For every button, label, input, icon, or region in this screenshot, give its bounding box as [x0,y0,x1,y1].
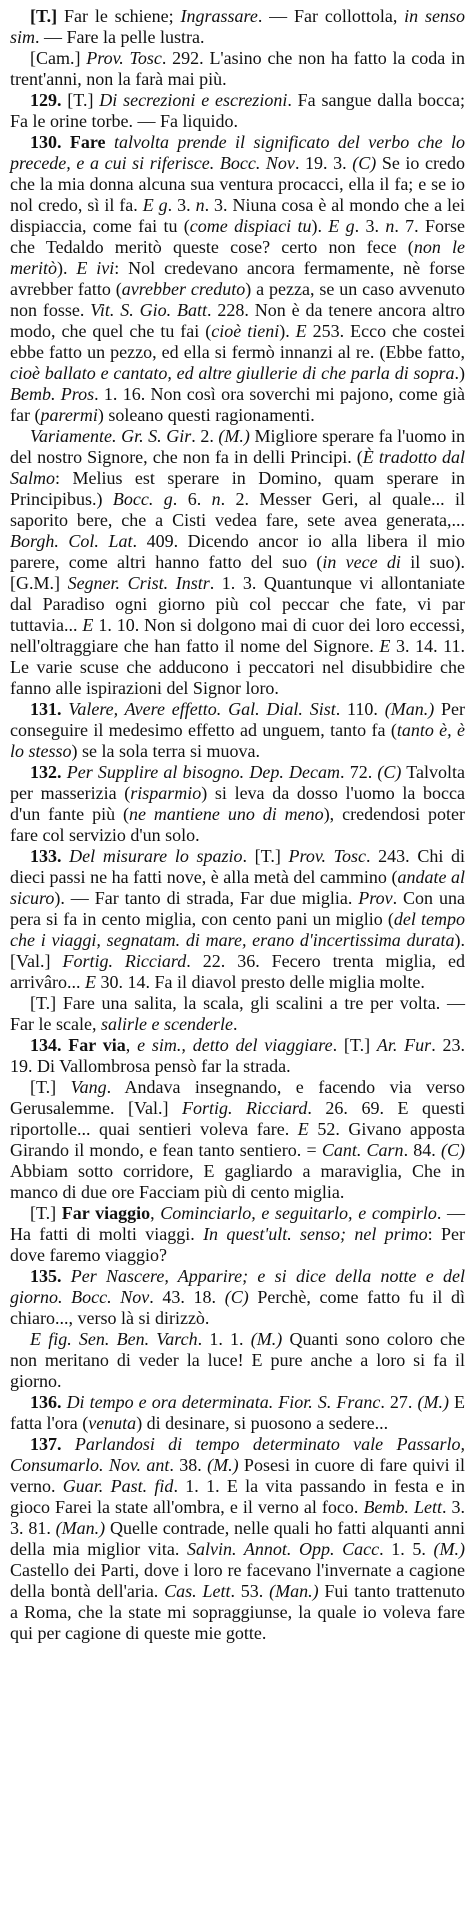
entry-paragraph: Variamente. Gr. S. Gir. 2. (M.) Migliore sperare fa l'uomo in del nostro Signore, che non fa in delli Principi. (È tradotto dal Salmo: Melius est sperare in Domino, quam sperare in Principibus.) Bocc. g. 6. n. 2. Messer Geri, al quale... il saporito bere, che a Cisti vedea fare, sete avea generata,... Borgh. Col. Lat. 409. Dicendo ancor io alla libera il mio parere, come altri hanno fatto del suo (in vece di il suo). [G.M.] Segner. Crist. Instr. 1. 3. Quantunque vi allontaniate dal Paradiso ogni giorno più col peccar che fate, vi par tuttavia... E 1. 10. Non si dolgono mai di cuor dei loro eccessi, nell'oltraggiare che han fatto il nome del Signore. E 3. 14. 11. Le varie scuse che adducono i peccatori nel disubbidire che fanno alle ispirazioni del Signor loro. [10,426,466,698]
entry-paragraph: [T.] Fare una salita, la scala, gli scalini a tre per volta. — Far le scale, salirle e scenderle. [10,993,465,1034]
entry-136: 136. Di tempo e ora determinata. Fior. S. Franc. 27. (M.) E fatta l'ora (venuta) di desinare, si puosono a sedere... [10,1392,466,1433]
entry-135: 135. Per Nascere, Apparire; e si dice della notte e del giorno. Bocc. Nov. 43. 18. (C) Perchè, come fatto fu il dì chiaro..., verso là si dirizzò. [10,1266,465,1328]
entry-paragraph: [T.] Far viaggio, Cominciarlo, e seguitarlo, e compirlo. — Ha fatti di molti viaggi. In quest'ult. senso; nel primo: Per dove faremo viaggio? [10,1203,465,1265]
entry-129: 129. [T.] Di secrezioni e escrezioni. Fa sangue dalla bocca; Fa le orine torbe. — Fa liquido. [10,90,465,131]
entry-paragraph: [T.] Far le schiene; Ingrassare. — Far collottola, in senso sim. — Fare la pelle lustra. [10,6,465,47]
entry-133: 133. Del misurare lo spazio. [T.] Prov. Tosc. 243. Chi di dieci passi ne ha fatti nove, è alla metà del cammino (andate al sicuro). — Far tanto di strada, Far due miglia. Prov. Con una pera si fa in cento miglia, con cento pani un miglio (del tempo che i viaggi, segnatam. di mare, erano d'incertissima durata). [Val.] Fortig. Ricciard. 22. 36. Fecero trenta miglia, ed arrivâro... E 30. 14. Fa il diavol presto delle miglia molte. [10,846,466,992]
entry-paragraph: [Cam.] Prov. Tosc. 292. L'asino che non ha fatto la coda in trent'anni, non la farà mai più. [10,48,466,89]
entry-137: 137. Parlandosi di tempo determinato vale Passarlo, Consumarlo. Nov. ant. 38. (M.) Posesi in cuore di fare quivi il verno. Guar. Past. fid. 1. 1. E la vita passando in festa e in gioco Farei la state all'ombra, e il verno al foco. Bemb. Lett. 3. 3. 81. (Man.) Quelle contrade, nelle quali ho fatti alquanti anni della mia miglior vita. Salvin. Annot. Opp. Cacc. 1. 5. (M.) Castello dei Parti, dove i loro re facevano l'invernate a cagione della bontà dell'aria. Cas. Lett. 53. (Man.) Fui tanto trattenuto a Roma, che la state mi sopraggiunse, la quale io voleva fare qui per cagione di queste mie gotte. [10,1434,466,1643]
entry-paragraph: E fig. Sen. Ben. Varch. 1. 1. (M.) Quanti sono coloro che non meritano di veder la luce! E pure anche a loro si fa il giorno. [10,1329,466,1391]
entry-134: 134. Far via, e sim., detto del viaggiare. [T.] Ar. Fur. 23. 19. Di Vallombrosa pensò far la strada. [10,1035,465,1076]
entry-131: 131. Valere, Avere effetto. Gal. Dial. Sist. 110. (Man.) Per conseguire il medesimo effetto ad unguem, tanto fa (tanto è, è lo stesso) se la sola terra si muova. [10,699,466,761]
entry-130: 130. Fare talvolta prende il significato del verbo che lo precede, e a cui si riferisce. Bocc. Nov. 19. 3. (C) Se io credo che la mia donna alcuna sua ventura procacci, ella il fa; e se io nol credo, sì il fa. E g. 3. n. 3. Niuna cosa è al mondo che a lei dispiaccia, come fai tu (come dispiaci tu). E g. 3. n. 7. Forse che Tedaldo meritò queste cose? certo non fece (non le meritò). E ivi: Nol credevano ancora fermamente, nè forse avrebber fatto (avrebber creduto) a pezza, se un caso avvenuto non fosse. Vit. S. Gio. Batt. 228. Non è da tenere ancora altro modo, che quel che tu fai (cioè tieni). E 253. Ecco che costei ebbe fatto un pezzo, ed ella si fermò innanzi al re. (Ebbe fatto, cioè ballato e cantato, ed altre giullerie di che parla di sopra.) Bemb. Pros. 1. 16. Non così ora soverchi mi pajono, come già far (parermi) soleano questi ragionamenti. [10,132,466,425]
entry-paragraph: [T.] Vang. Andava insegnando, e facendo via verso Gerusalemme. [Val.] Fortig. Ricciard. 26. 69. E questi riportolle... quai sentieri voleva fare. E 52. Givano apposta Girando il mondo, e fean tanto sentiero. = Cant. Carn. 84. (C) Abbiam sotto corridore, E gagliardo a maraviglia, Che in manco di due ore Facciam più di cento miglia. [10,1077,465,1202]
entry-132: 132. Per Supplire al bisogno. Dep. Decam. 72. (C) Talvolta per masserizia (risparmio) si leva da dosso l'uomo la bocca d'un fante più (ne mantiene uno di meno), credendosi poter fare col servizio d'un solo. [10,762,466,845]
